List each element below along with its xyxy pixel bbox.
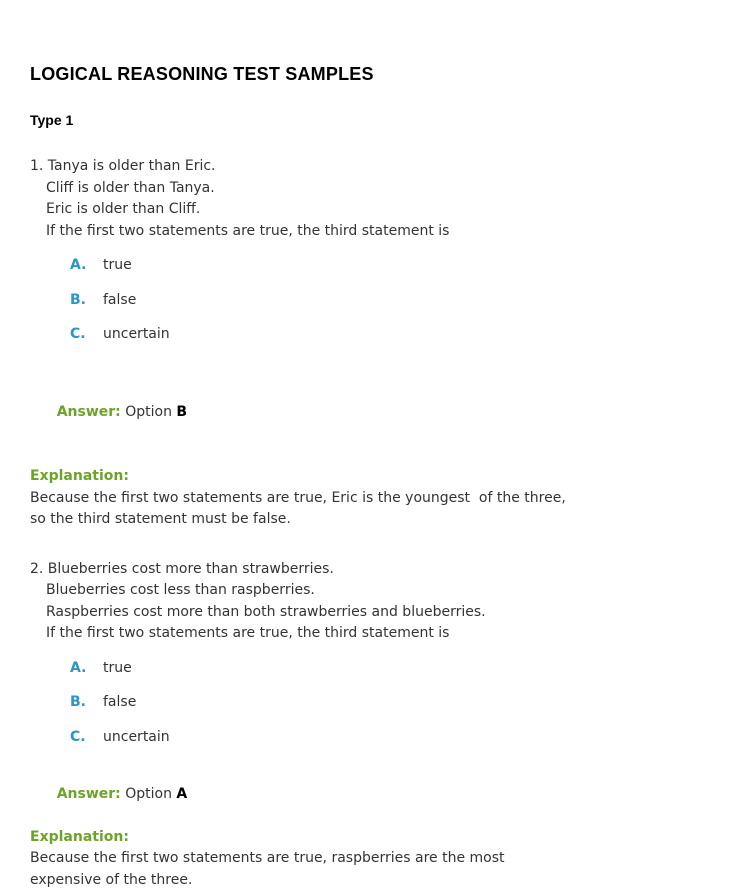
answer-row [30, 381, 708, 446]
section-subtitle: Type 1 [30, 112, 708, 128]
option-text: true [103, 257, 132, 273]
question-line: Cliff is older than Tanya. [30, 178, 708, 200]
option-row-c [70, 324, 708, 346]
question-block-1 [30, 156, 708, 531]
answer-row [30, 762, 708, 827]
question-line: If the first two statements are true, the third statement is [30, 221, 708, 243]
option-text: uncertain [103, 326, 170, 342]
answer-letter: B [176, 404, 187, 420]
answer-label: Answer: [57, 786, 121, 802]
answer-letter: A [176, 786, 187, 802]
option-row-b [70, 290, 708, 312]
question-1-statements [30, 156, 708, 242]
option-letter: B. [70, 290, 103, 312]
answer-prefix: Option [121, 786, 177, 802]
question-2-options [30, 658, 708, 749]
option-letter: A. [70, 658, 103, 680]
explanation-text: expensive of the three. [30, 870, 708, 891]
explanation-label: Explanation: [30, 827, 708, 849]
explanation-text: so the third statement must be false. [30, 509, 708, 531]
question-line: Blueberries cost less than raspberries. [30, 580, 708, 602]
option-text: true [103, 660, 132, 676]
option-text: uncertain [103, 729, 170, 745]
option-letter: A. [70, 255, 103, 277]
option-text: false [103, 694, 136, 710]
question-block-2 [30, 559, 708, 891]
question-line: Eric is older than Cliff. [30, 199, 708, 221]
question-line: If the first two statements are true, the third statement is [30, 623, 708, 645]
question-2-statements [30, 559, 708, 645]
option-letter: B. [70, 692, 103, 714]
option-row-b [70, 692, 708, 714]
option-text: false [103, 292, 136, 308]
option-row-c [70, 727, 708, 749]
answer-prefix: Option [121, 404, 177, 420]
explanation-text: Because the first two statements are true, Eric is the youngest of the three, [30, 488, 708, 510]
question-line: Raspberries cost more than both strawberries and blueberries. [30, 602, 708, 624]
page-title: LOGICAL REASONING TEST SAMPLES [30, 64, 708, 85]
option-row-a [70, 255, 708, 277]
question-line: 2. Blueberries cost more than strawberries. [30, 559, 708, 581]
option-letter: C. [70, 727, 103, 749]
answer-label: Answer: [57, 404, 121, 420]
option-row-a [70, 658, 708, 680]
question-1-options [30, 255, 708, 346]
option-letter: C. [70, 324, 103, 346]
question-line: 1. Tanya is older than Eric. [30, 156, 708, 178]
explanation-text: Because the first two statements are true, raspberries are the most [30, 848, 708, 870]
explanation-label: Explanation: [30, 466, 708, 488]
